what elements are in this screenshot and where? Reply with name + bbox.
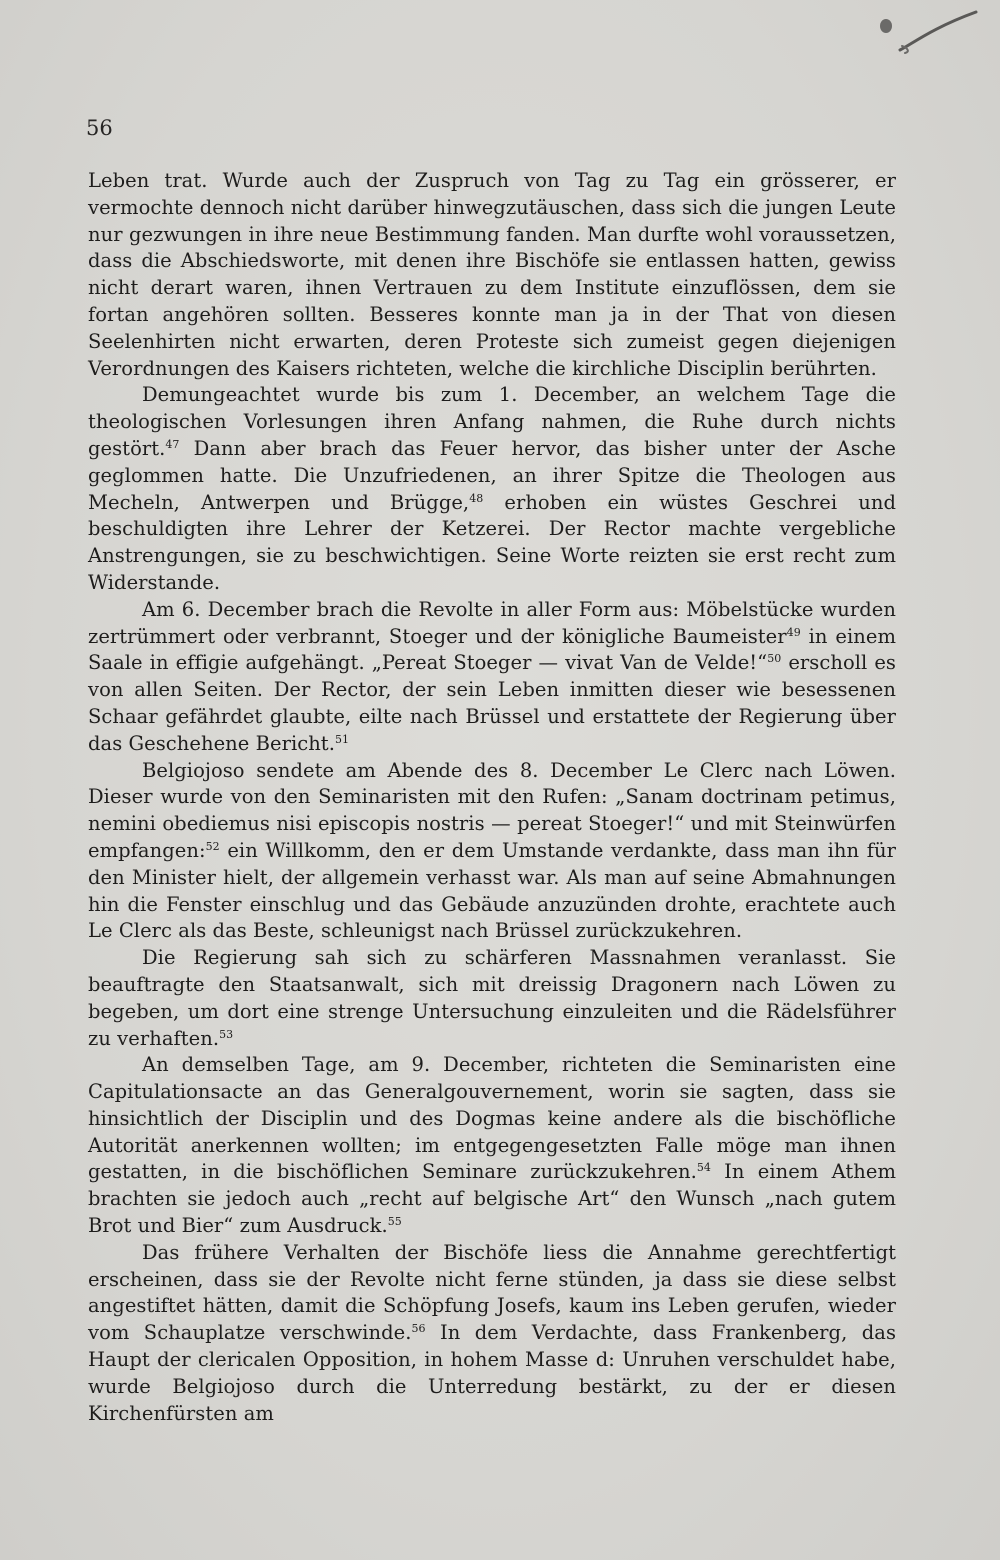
body-text xyxy=(88,168,896,1427)
text-segment: Demungeachtet wurde bis zum 1. December, an welchem Tage die theologischen Vorlesungen ihren Anfang nahmen, die Ruhe durch nichts gestört. xyxy=(88,383,896,460)
text-segment: Am 6. December brach die Revolte in aller Form aus: Möbelstücke wurden zertrümmert oder verbrannt, Stoeger und der königliche Baumeister xyxy=(88,597,896,648)
footnote-marker: 52 xyxy=(205,839,220,853)
paragraph xyxy=(88,945,896,1052)
text-segment: in einem Saale in effigie aufgehängt. „Pereat Stoeger — vivat Van de Velde!“ xyxy=(88,624,896,675)
paragraph xyxy=(88,597,896,758)
paragraph xyxy=(88,1052,896,1240)
footnote-marker: 55 xyxy=(387,1215,402,1229)
text-segment: Das frühere Verhalten der Bischöfe liess die Annahme gerechtfertigt erscheinen, dass sie der Revolte nicht ferne stünden, ja dass sie diese selbst angestiftet hätten, damit die Schöpfung Josefs, kaum ins Leben gerufen, wieder vom Schauplatze verschwinde. xyxy=(88,1240,896,1345)
footnote-marker: 51 xyxy=(334,732,350,746)
text-segment: Dann aber brach das Feuer hervor, das bisher unter der Asche geglommen hatte. Die Unzufriedenen, an ihrer Spitze die Theologen aus Mecheln, Antwerpen und Brügge, xyxy=(88,436,896,514)
footnote-marker: 50 xyxy=(767,652,782,666)
text-segment: erscholl es von allen Seiten. Der Rector, der sein Leben inmitten dieser wie besessenen Schaar gefährdet glaubte, eilte nach Brüssel und erstattete der Regierung über das Geschehene Bericht. xyxy=(88,651,896,755)
footnote-marker: 48 xyxy=(469,491,484,505)
text-segment: In dem Verdachte, dass Frankenberg, das Haupt der clericalen Opposition, in hohem Masse d: Unruhen verschuldet habe, wurde Belgiojoso durch die Unterredung bestärkt, zu der er diesen Kirchenfürsten am xyxy=(88,1321,896,1425)
paragraph xyxy=(88,758,896,946)
text-segment: erhoben ein wüstes Geschrei und beschuldigten ihre Lehrer der Ketzerei. Der Rector machte vergebliche Anstrengungen, sie zu beschwichtigen. Seine Worte reizten sie erst recht zum Widerstande. xyxy=(88,490,896,594)
page-number: 56 xyxy=(86,116,113,140)
paragraph xyxy=(88,382,896,596)
text-segment: ein Willkomm, den er dem Umstande verdankte, dass man ihn für den Minister hielt, der allgemein verhasst war. Als man auf seine Abmahnungen hin die Fenster einschlug und das Gebäude anzuzünden drohte, erachtete auch Le Clerc als das Beste, schleunigst nach Brüssel zurückzukehren. xyxy=(88,838,896,943)
ink-mark-icon xyxy=(872,6,982,56)
text-segment: In einem Athem brachten sie jedoch auch „recht auf belgische Art“ den Wunsch „nach gutem Brot und Bier“ zum Ausdruck. xyxy=(88,1160,897,1238)
text-segment: Die Regierung sah sich zu schärferen Massnahmen veranlasst. Sie beauftragte den Staatsanwalt, sich mit dreissig Dragonern nach Löwen zu begeben, um dort eine strenge Untersuchung einzuleiten und die Rädelsführer zu verhaften. xyxy=(88,946,896,1050)
text-segment: An demselben Tage, am 9. December, richteten die Seminaristen eine Capitulationsacte an das Generalgouvernement, worin sie sagten, dass sie hinsichtlich der Disciplin und des Dogmas keine andere als die bischöfliche Autorität anerkennen wollten; im entgegengesetzten Falle möge man ihnen gestatten, in die bischöflichen Seminare zurückzukehren. xyxy=(88,1053,896,1184)
footnote-marker: 49 xyxy=(786,625,801,639)
footnote-marker: 54 xyxy=(696,1161,711,1175)
paragraph xyxy=(88,1240,896,1428)
text-segment: Belgiojoso sendete am Abende des 8. December Le Clerc nach Löwen. Dieser wurde von den Seminaristen mit den Rufen: „Sanam doctrinam petimus, nemini obediemus nisi episcopis nostris — pereat Stoeger!“ und mit Steinwürfen empfangen: xyxy=(88,758,896,862)
text-segment: Leben trat. Wurde auch der Zuspruch von Tag zu Tag ein grösserer, er vermochte dennoch nicht darüber hinwegzutäuschen, dass sich die jungen Leute nur gezwungen in ihre neue Bestimmung fanden. Man durfte wohl voraussetzen, dass die Abschiedsworte, mit denen ihre Bischöfe sie entlassen hatten, gewiss nicht derart waren, ihnen Vertrauen zu dem Institute einzuflössen, dem sie fortan angehören sollten. Besseres konnte man ja in der That von diesen Seelenhirten nicht erwarten, deren Proteste sich zumeist gegen diejenigen Verordnungen des Kaisers richteten, welche die kirchliche Disciplin berührten. xyxy=(88,169,896,380)
paragraph xyxy=(88,168,896,382)
footnote-marker: 56 xyxy=(411,1322,426,1336)
footnote-marker: 47 xyxy=(165,437,180,451)
footnote-marker: 53 xyxy=(219,1027,234,1041)
